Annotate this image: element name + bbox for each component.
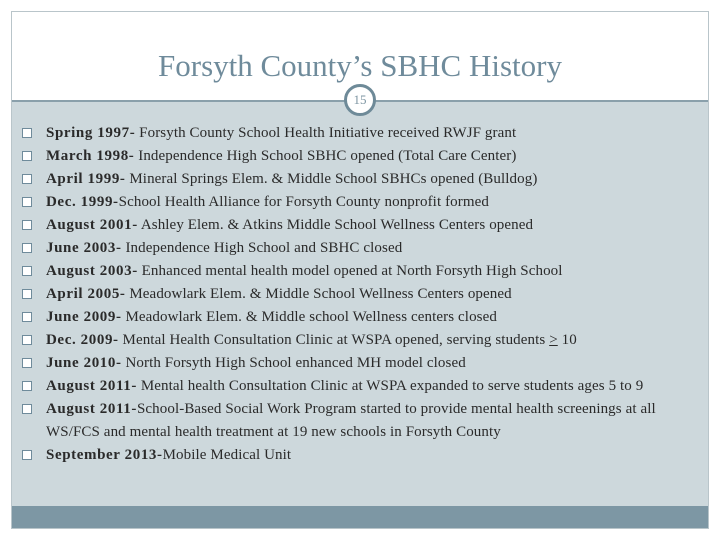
square-bullet-icon [22,450,32,460]
square-bullet-icon [22,220,32,230]
timeline-date: Dec. 2009- [46,332,119,348]
timeline-date: August 2011- [46,378,137,394]
timeline-text: Mobile Medical Unit [162,447,292,463]
timeline-item [22,214,708,237]
timeline-text-after: 10 [557,332,577,348]
square-bullet-icon [22,128,32,138]
timeline-date: August 2001- [46,217,138,233]
timeline-item [22,168,708,191]
timeline-date: April 1999- [46,171,126,187]
timeline-date: September 2013- [46,447,163,463]
timeline-item [22,329,708,352]
timeline-item [22,444,708,467]
page-number-badge: 15 [344,84,376,116]
timeline-item [22,260,708,283]
timeline-date: August 2011- [46,401,137,417]
timeline-text: Mental health Consultation Clinic at WSPA expanded to serve students ages 5 to 9 [136,378,644,394]
history-timeline-list [22,122,708,467]
timeline-item [22,191,708,214]
timeline-text: North Forsyth High School enhanced MH model closed [121,355,466,371]
square-bullet-icon [22,312,32,322]
square-bullet-icon [22,404,32,414]
slide-title: Forsyth County’s SBHC History [158,48,562,83]
square-bullet-icon [22,266,32,276]
timeline-date: March 1998- [46,148,135,164]
timeline-text: Forsyth County School Health Initiative received RWJF grant [135,125,517,141]
timeline-date: June 2009- [46,309,122,325]
timeline-date: Dec. 1999- [46,194,119,210]
timeline-text: School Health Alliance for Forsyth County nonprofit formed [118,194,489,210]
timeline-text: Mental Health Consultation Clinic at WSPA opened, serving students [118,332,550,348]
timeline-text: Ashley Elem. & Atkins Middle School Wellness Centers opened [137,217,534,233]
timeline-date: June 2010- [46,355,122,371]
timeline-item [22,237,708,260]
timeline-item [22,352,708,375]
timeline-item [22,122,708,145]
timeline-date: Spring 1997- [46,125,136,141]
square-bullet-icon [22,197,32,207]
square-bullet-icon [22,335,32,345]
timeline-text: Independence High School SBHC opened (Total Care Center) [134,148,517,164]
timeline-text: School-Based Social Work Program started to provide mental health screenings at all WS/FCS and mental health treatment at 19 new schools in Forsyth County [46,401,656,440]
timeline-item [22,375,708,398]
timeline-text: Mineral Springs Elem. & Middle School SBHCs opened (Bulldog) [125,171,538,187]
timeline-item [22,398,708,444]
timeline-item [22,306,708,329]
footer-bar [12,506,708,528]
greater-equal-symbol: > [549,332,558,348]
timeline-date: June 2003- [46,240,122,256]
timeline-text: Meadowlark Elem. & Middle school Wellness centers closed [121,309,497,325]
timeline-text: Meadowlark Elem. & Middle School Wellness Centers opened [125,286,512,302]
timeline-item [22,145,708,168]
square-bullet-icon [22,289,32,299]
timeline-date: April 2005- [46,286,126,302]
square-bullet-icon [22,174,32,184]
timeline-item [22,283,708,306]
square-bullet-icon [22,243,32,253]
timeline-text: Independence High School and SBHC closed [121,240,403,256]
square-bullet-icon [22,151,32,161]
square-bullet-icon [22,381,32,391]
square-bullet-icon [22,358,32,368]
timeline-text: Enhanced mental health model opened at North Forsyth High School [137,263,563,279]
timeline-date: August 2003- [46,263,138,279]
